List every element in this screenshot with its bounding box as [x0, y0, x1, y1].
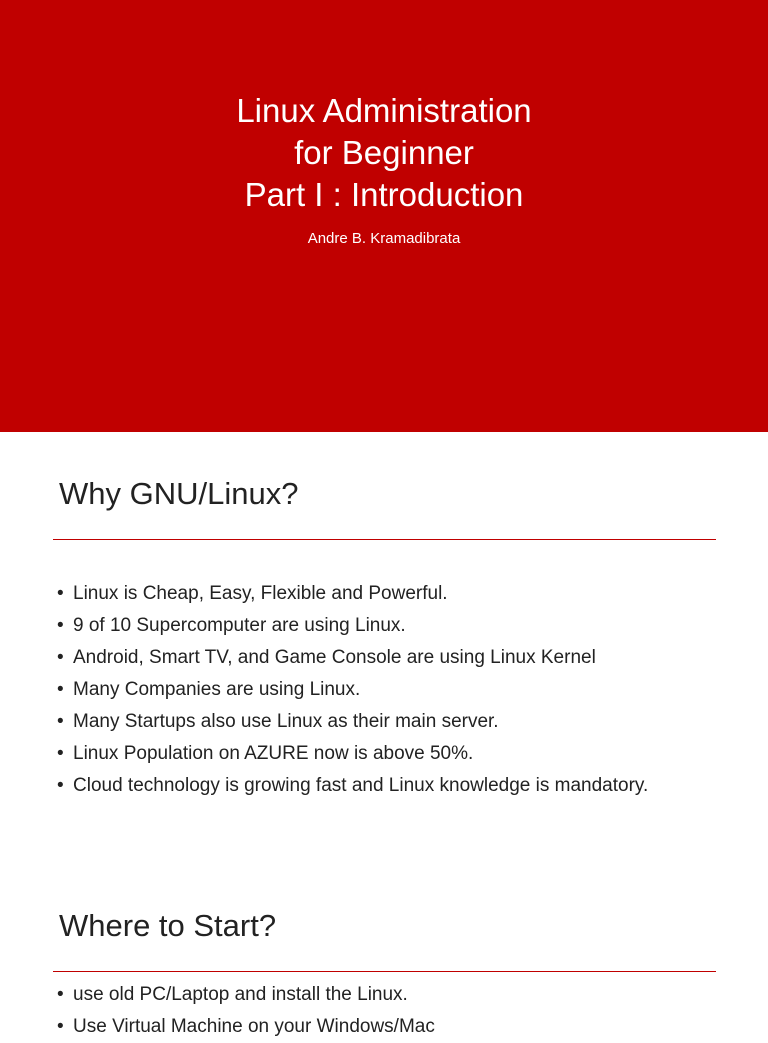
list-item [57, 979, 435, 1011]
bullet-text: 9 of 10 Supercomputer are using Linux. [73, 615, 406, 636]
bullet-dot-icon: • [57, 647, 64, 668]
bullet-text: Linux Population on AZURE now is above 50%. [73, 743, 474, 764]
slide-heading-start: Where to Start? [59, 908, 277, 943]
bullet-list-start [57, 979, 435, 1043]
bullet-dot-icon: • [57, 583, 64, 604]
list-item [57, 674, 648, 706]
bullet-text: use old PC/Laptop and install the Linux. [73, 984, 408, 1005]
list-item [57, 642, 648, 674]
title-line-1: Linux Administration [236, 92, 532, 129]
bullet-text: Linux is Cheap, Easy, Flexible and Powerful. [73, 583, 448, 604]
bullet-list-why [57, 578, 648, 802]
title-line-2: for Beginner [294, 134, 474, 171]
slide-title [0, 90, 768, 216]
bullet-dot-icon: • [57, 679, 64, 700]
slide-heading-why: Why GNU/Linux? [59, 476, 299, 511]
title-line-3: Part I : Introduction [244, 176, 524, 213]
heading-divider [53, 971, 716, 972]
author-name: Andre B. Kramadibrata [307, 230, 461, 247]
bullet-text: Cloud technology is growing fast and Linux knowledge is mandatory. [73, 775, 649, 796]
list-item [57, 738, 648, 770]
list-item [57, 578, 648, 610]
bullet-dot-icon: • [57, 711, 64, 732]
bullet-text: Use Virtual Machine on your Windows/Mac [73, 1016, 435, 1037]
list-item [57, 770, 648, 802]
heading-divider [53, 539, 716, 540]
title-slide [0, 0, 768, 432]
bullet-dot-icon: • [57, 743, 64, 764]
list-item [57, 706, 648, 738]
list-item [57, 1011, 435, 1043]
bullet-dot-icon: • [57, 615, 64, 636]
bullet-dot-icon: • [57, 775, 64, 796]
bullet-dot-icon: • [57, 1016, 64, 1037]
bullet-text: Android, Smart TV, and Game Console are using Linux Kernel [73, 647, 596, 668]
bullet-text: Many Companies are using Linux. [73, 679, 361, 700]
list-item [57, 610, 648, 642]
bullet-text: Many Startups also use Linux as their main server. [73, 711, 499, 732]
bullet-dot-icon: • [57, 984, 64, 1005]
